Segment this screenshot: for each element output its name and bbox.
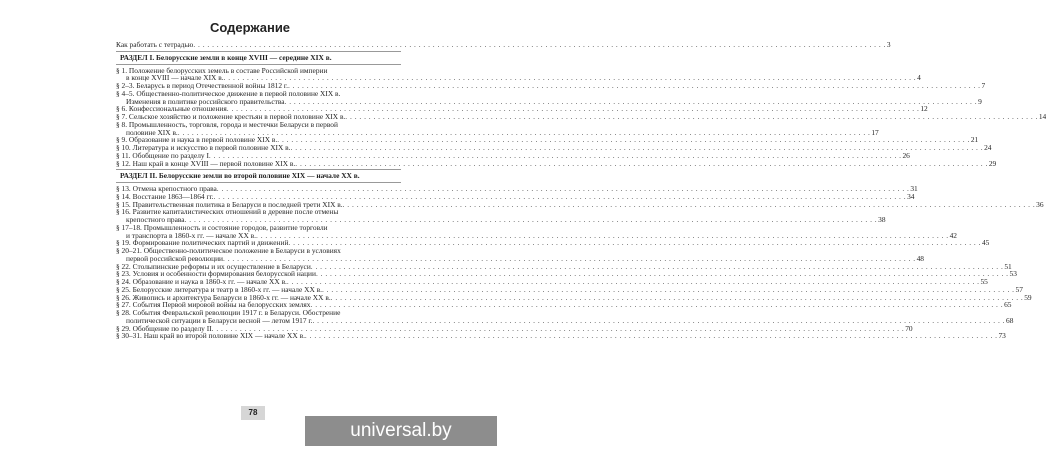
toc-entry[interactable] [116,308,1014,325]
toc-entry-page: 53 [1009,269,1017,279]
toc-entry-page: 34 [907,191,915,201]
toc-entry-page: 36 [1036,199,1044,209]
toc-entry-text: § 16. Развитие капиталистических отношений в деревне после отмены [116,207,339,217]
toc-entry-page: 73 [998,331,1006,341]
toc-entry-text: § 11. Обобщение по разделу I [116,150,209,160]
toc-entry-page: 29 [988,158,997,168]
toc-entry-text: § 23. Условия и особенности формирования белорусской нации [116,269,316,279]
toc-entry[interactable] [116,207,886,224]
toc-entry-text: Как работать с тетрадью [116,40,194,49]
toc-entry-text: Изменения в политике российского правительства [126,96,285,106]
toc-entry-text: политической ситуации в Беларуси весной — летом 1917 г. [126,315,313,325]
toc-entry-text: § 8. Промышленность, торговля, города и местечки Беларуси в первой [116,119,338,129]
toc-entry-text: § 13. Отмена крепостного права [116,184,217,193]
section-1-entries [116,65,1046,168]
toc-entry-text: в конце XVIII — начале XIX в. [126,73,224,83]
toc-entry-page: 57 [1015,284,1023,294]
toc-entry-page: 4 [917,73,921,83]
leader-dots [288,82,981,90]
toc-entry-page: 9 [978,96,982,106]
toc-entry-page: 45 [981,238,990,248]
table-of-contents [116,40,1046,341]
toc-entry-text: и транспорта в 1860-х гг. — начале XX в. [126,230,256,240]
section-heading-1: РАЗДЕЛ I. Белорусские земли в конце XVIII — середине XIX в. [120,52,332,62]
toc-entry-page: 3 [886,40,891,49]
toc-entry-page: 12 [920,104,928,114]
toc-entry-page: 42 [949,230,957,240]
page-number: 78 [241,406,265,420]
toc-entry[interactable] [116,88,982,106]
toc-entry-text: § 15. Правительственная политика в Беларуси в последней трети XIX в. [116,199,343,209]
toc-entry-text: § 19. Формирование политических партий и движений [116,238,289,248]
leader-dots [193,41,886,49]
toc-entry-text: § 4–5. Общественно-политическое движение в первой половине XIX в. [116,88,341,98]
toc-entry-text: § 2–3. Беларусь в период Отечественной войны 1812 г. [116,81,288,90]
toc-entry-page: 48 [916,253,924,263]
toc-entry-text: § 1. Положение белорусских земель в составе Российской империи [116,65,328,75]
toc-entry-page: 65 [1004,300,1012,310]
toc-entry-text: первой российской революции [126,253,223,263]
leader-dots [305,332,998,340]
divider [116,182,401,183]
toc-entry-text: § 10. Литература и искусство в первой половине XIX в. [116,143,291,152]
toc-entry-page: 51 [1004,261,1012,271]
toc-entry-page: 68 [1006,315,1014,325]
toc-entry-text: § 22. Столыпинские реформы и их осуществление в Беларуси [116,261,311,271]
divider [116,64,401,65]
toc-entry-text: § 6. Конфессиональные отношения [116,104,227,114]
section-heading-2: РАЗДЕЛ II. Белорусские земли во второй половине XIX — начале XX в. [120,171,360,181]
toc-entry-text: § 30–31. Наш край во второй половине XIX — начале XX в. [116,331,305,341]
divider [116,51,401,52]
divider [116,169,401,170]
toc-entry[interactable] [116,158,997,168]
leader-dots [343,201,1036,209]
toc-entry[interactable] [116,119,879,137]
toc-entry-intro[interactable] [116,40,891,49]
toc-entry-page: 7 [981,81,986,90]
toc-entry-page: 38 [878,215,886,224]
toc-entry-page: 17 [871,127,879,137]
toc-entry[interactable] [116,246,924,263]
toc-entry[interactable] [116,331,1006,341]
toc-entry-text: § 9. Образование и наука в первой половине XIX в. [116,135,278,145]
leader-dots [295,160,988,168]
toc-entry-page: 31 [910,184,918,193]
toc-entry-page: 21 [970,135,979,145]
toc-entry-page: 55 [980,277,988,286]
toc-entry-text: § 26. Живопись и архитектура Беларуси в 1860-х гг. — начале XX в. [116,292,331,302]
toc-entry-text: § 14. Восстание 1863—1864 гг. [116,191,214,201]
toc-entry-page: 14 [1038,112,1046,121]
toc-entry-text: § 27. События Первой мировой войны на белорусских землях [116,300,311,310]
leader-dots [345,113,1038,121]
toc-entry-page: 26 [902,150,910,160]
section-2-entries [116,184,1044,341]
toc-entry-text: § 24. Образование и наука в 1860-х гг. — начале XX в. [116,277,287,286]
toc-entry[interactable] [116,222,957,240]
toc-entry-text: § 7. Сельское хозяйство и положение крестьян в первой половине XIX в. [116,112,346,121]
leader-dots [288,239,981,247]
toc-entry-text: § 25. Белорусские литература и театр в 1860-х гг. — начале XX в. [116,284,322,294]
toc-entry-page: 59 [1024,292,1032,302]
toc-entry-page: 24 [984,143,992,152]
toc-entry-text: половине XIX в. [126,127,178,137]
watermark: universal.by [305,416,497,446]
toc-entry-text: § 28. События Февральской революции 1917 г. в Беларуси. Обострение [116,308,341,317]
leader-dots [311,301,1004,309]
toc-entry-text: § 29. Обобщение по разделу II [116,323,212,333]
toc-entry-text: § 20–21. Общественно-политическое положение в Беларуси в условиях [116,246,341,255]
toc-entry-text: § 17–18. Промышленность и состояние городов, развитие торговли [116,222,328,232]
page-title: Содержание [209,20,291,35]
toc-entry-text: § 12. Наш край в конце XVIII — первой половине XIX в. [116,158,296,168]
toc-entry[interactable] [116,65,921,83]
toc-entry-text: крепостного права [126,215,185,224]
toc-entry-page: 70 [905,323,913,333]
